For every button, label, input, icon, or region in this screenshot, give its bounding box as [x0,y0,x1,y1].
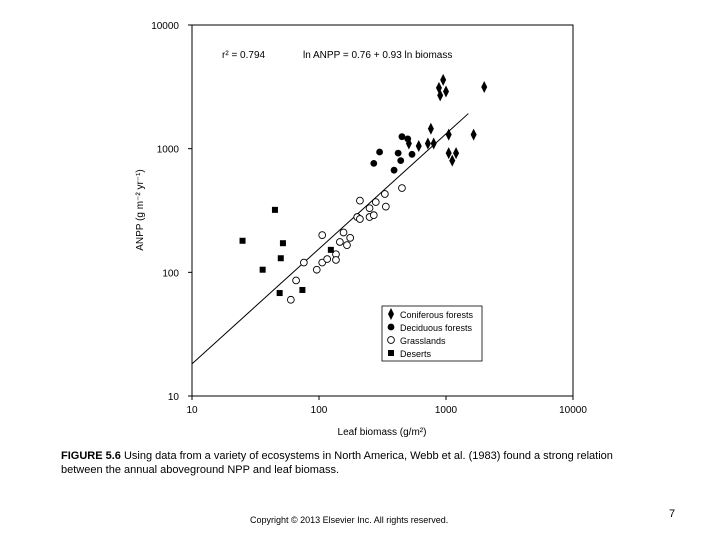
point-coniferous-forests [446,147,452,159]
y-tick-label: 100 [162,268,179,280]
y-tick-label: 10 [167,392,179,403]
point-deserts [278,255,284,261]
point-deciduous-forests [397,157,404,164]
point-coniferous-forests [453,147,459,159]
point-deserts [280,240,286,246]
legend-label-grasslands: Grasslands [400,336,446,346]
point-grasslands [370,212,377,219]
point-coniferous-forests [428,123,434,135]
point-grasslands [357,197,364,204]
figure-label: FIGURE 5.6 [61,450,121,462]
legend-label-deserts: Deserts [400,349,432,359]
x-axis-ticks [186,396,587,416]
point-coniferous-forests [446,129,452,141]
copyright-notice: Copyright © 2013 Elsevier Inc. All rights reserved. [250,515,449,525]
point-deserts [328,247,334,253]
point-grasslands [399,185,406,192]
r-squared-annotation: r² = 0.794 [222,50,266,61]
point-grasslands [333,257,340,264]
figure-caption [61,449,641,477]
point-deciduous-forests [376,149,383,156]
point-grasslands [381,191,388,198]
legend-marker-grasslands [388,337,395,344]
regression-equation: ln ANPP = 0.76 + 0.93 ln biomass [303,50,453,61]
legend [382,306,482,361]
y-tick-label: 1000 [156,144,179,156]
point-deciduous-forests [395,150,402,157]
point-deserts [260,267,266,273]
x-tick-label: 10000 [559,405,587,416]
point-deciduous-forests [370,160,377,167]
point-grasslands [347,234,354,241]
point-grasslands [319,232,326,239]
point-coniferous-forests [471,129,477,141]
point-grasslands [382,203,389,210]
x-tick-label: 100 [310,405,328,416]
point-grasslands [372,199,379,206]
figure-caption-text: Using data from a variety of ecosystems in North America, Webb et al. (1983) found a strong relation between the annual aboveground NPP and leaf biomass. [61,450,613,476]
point-grasslands [287,296,294,303]
point-coniferous-forests [443,85,449,97]
point-grasslands [313,266,320,273]
point-deciduous-forests [404,135,411,142]
point-deserts [240,238,246,244]
page-number: 7 [669,508,676,520]
point-grasslands [336,239,343,246]
point-deciduous-forests [391,167,398,174]
y-axis-title: ANPP (g m⁻² yr⁻¹) [135,169,146,251]
legend-label-deciduous: Deciduous forests [400,323,473,333]
point-coniferous-forests [449,155,455,167]
point-grasslands [340,229,347,236]
point-coniferous-forests [416,140,422,152]
legend-marker-deciduous-forests [388,324,395,331]
point-coniferous-forests [481,81,487,93]
point-coniferous-forests [440,74,446,86]
point-deserts [299,287,305,293]
point-grasslands [324,256,331,263]
data-points [240,74,488,303]
x-axis-title: Leaf biomass (g/m²) [337,427,427,438]
x-tick-label: 1000 [434,405,458,416]
point-deciduous-forests [409,151,416,158]
legend-marker-deserts [388,350,394,356]
y-tick-label: 10000 [151,21,179,32]
point-grasslands [344,242,351,249]
legend-label-coniferous: Coniferous forests [400,310,474,320]
point-deserts [277,290,283,296]
point-deserts [272,207,278,213]
point-grasslands [293,277,300,284]
x-tick-label: 10 [186,405,198,416]
y-axis-ticks [151,21,192,403]
point-grasslands [366,205,373,212]
point-grasslands [357,216,364,223]
point-coniferous-forests [431,138,437,150]
point-grasslands [300,259,307,266]
point-deciduous-forests [399,133,406,140]
